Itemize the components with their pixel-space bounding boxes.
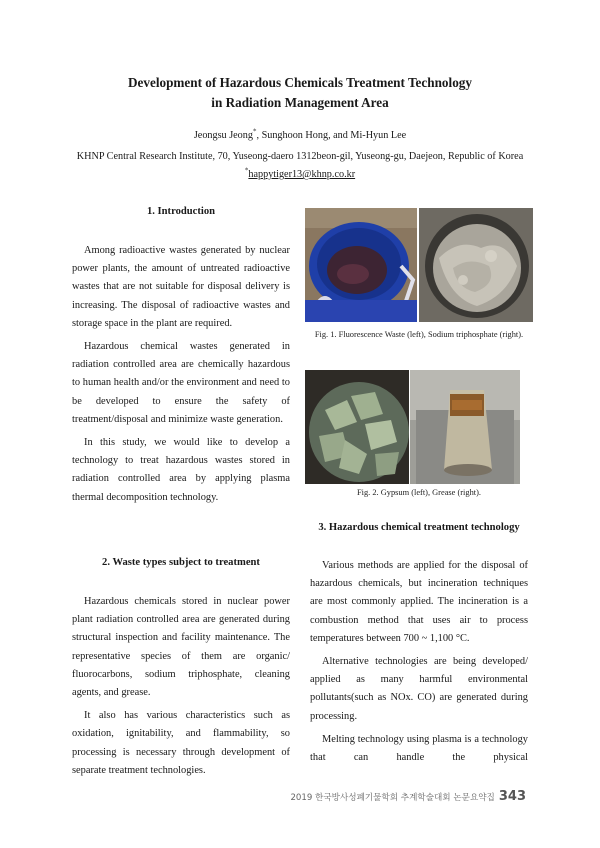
paragraph: Hazardous chemical wastes generated in radiation controlled area are chemically hazardous to human health and/or the environment and need to be developed to ensure the safety of treatment/disposal and minimize waste generation. [72,341,290,425]
author-list [40,129,560,142]
paragraph: Alternative technologies are being developed/ applied as many harmful environmental pollutants(such as NOx. CO) are generated during processing. [310,656,528,722]
email-mark: * [244,166,249,175]
figure-2-caption: Fig. 2. Gypsum (left), Grease (right). [357,488,481,497]
paragraph: Hazardous chemicals stored in nuclear power plant radiation controlled area are generated during structural inspection and facility maintenance. The representative species of them are organic/ fluorocarbons, sodium triphosphate, cleaning agents, and grease. [72,596,290,699]
paper-title [60,73,540,113]
corresponding-mark: * [252,127,257,136]
figure-1-caption: Fig. 1. Fluorescence Waste (left), Sodium triphosphate (right). [314,330,524,339]
corresponding-author: Jeongsu Jeong [193,130,253,141]
page-footer [290,789,526,804]
email-link[interactable]: happytiger13@khnp.co.kr [248,169,356,180]
title-line-2: in Radiation Management Area [211,95,389,110]
section-2-body [72,593,290,785]
grease-photo [410,370,520,484]
paragraph: It also has various characteristics such as oxidation, ignitability, and flammability, so processing is necessary through development of separate treatment technologies. [72,710,290,776]
section-1-heading: 1. Introduction [146,206,216,217]
proceedings-title: 2019 한국방사성폐기물학회 추계학술대회 논문요약집 [290,793,495,803]
fluorescence-waste-photo [305,208,417,322]
contact-email [40,168,560,181]
co-authors: , Sunghoon Hong, and Mi-Hyun Lee [256,130,407,141]
title-line-1: Development of Hazardous Chemicals Treatment Technology [128,75,472,90]
page-number: 343 [498,789,526,804]
paragraph: Melting technology using plasma is a technology that can handle the physical [310,733,528,764]
section-3-heading: 3. Hazardous chemical treatment technology [318,522,520,533]
paragraph: In this study, we would like to develop a technology to treat hazardous wastes stored in radiation controlled area by applying plasma thermal decomposition technology. [72,437,290,503]
gypsum-photo [305,370,409,484]
paragraph: Among radioactive wastes generated by nuclear power plants, the amount of untreated radioactive wastes that are not suitable for disposal delivery is increasing. The disposal of radioactive wastes and storage space in the plant are required. [72,245,290,329]
sodium-triphosphate-photo [419,208,533,322]
affiliation: KHNP Central Research Institute, 70, Yuseong-daero 1312beon-gil, Yuseong-gu, Daejeon, Republic of Korea [76,151,524,162]
paragraph: Various methods are applied for the disposal of hazardous chemicals, but incineration techniques are most commonly applied. The incineration is a combustion method that uses air to process temperatures between 700 ~ 1,100 °C. [310,560,528,644]
section-2-heading: 2. Waste types subject to treatment [102,557,260,568]
section-1-body [72,242,290,512]
section-3-body [310,557,528,772]
